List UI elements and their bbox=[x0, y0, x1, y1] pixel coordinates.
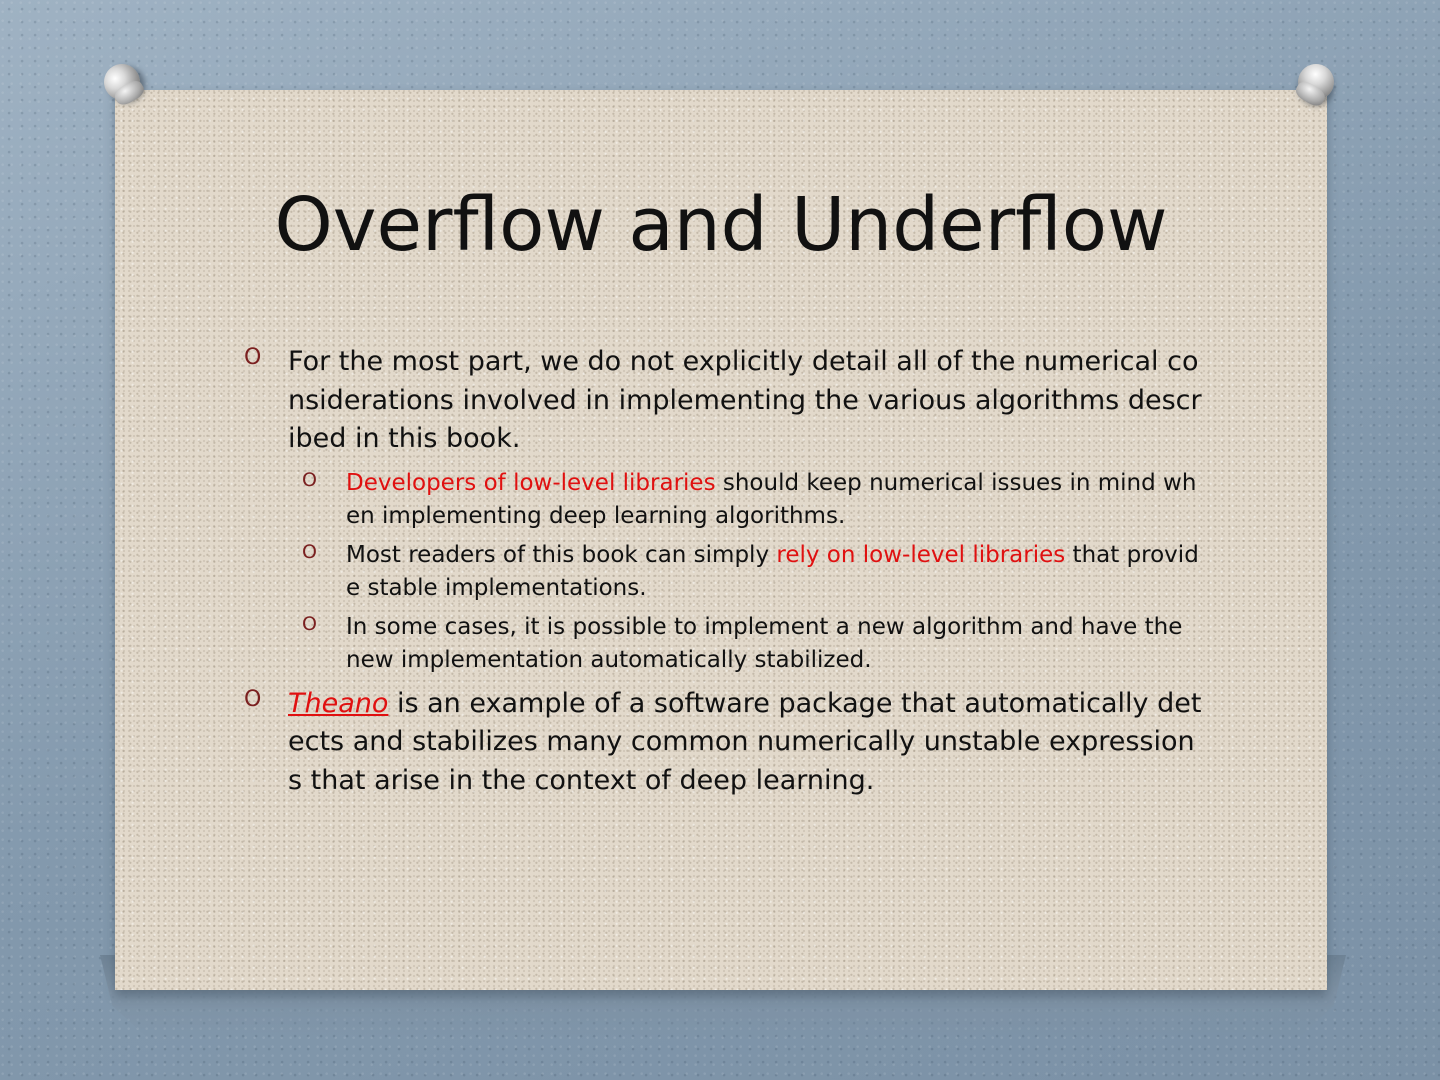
bullet-o-icon: O bbox=[244, 345, 262, 370]
bullet-o-icon: O bbox=[244, 686, 262, 712]
bullet-text: For the most part, we do not explicitly detail all of the numerical considerations involved in implementing the various algorithms described in this book. bbox=[288, 346, 1202, 454]
slide-content bbox=[244, 343, 1204, 800]
highlighted-phrase: Developers of low-level libraries bbox=[346, 469, 716, 496]
sub-bullet-item bbox=[302, 467, 1204, 533]
bullet-o-icon: O bbox=[302, 612, 317, 635]
bullet-o-icon: O bbox=[302, 540, 317, 563]
bullet-item bbox=[244, 685, 1204, 801]
sub-bullet-text: In some cases, it is possible to implement a new algorithm and have the new implementation automatically stabilized. bbox=[346, 613, 1183, 673]
bullet-item bbox=[244, 343, 1204, 459]
sub-bullet-text: Most readers of this book can simply rely on low-level libraries that provide stable implementations. bbox=[346, 541, 1199, 601]
bullet-o-icon: O bbox=[302, 468, 317, 491]
sub-bullet-item bbox=[302, 539, 1204, 605]
highlighted-phrase: rely on low-level libraries bbox=[776, 541, 1066, 568]
sub-bullet-item bbox=[302, 611, 1204, 677]
sub-bullet-text: Developers of low-level libraries should keep numerical issues in mind when implementing deep learning algorithms. bbox=[346, 469, 1197, 529]
bullet-text: Theano is an example of a software package that automatically detects and stabilizes many common numerically unstable expressions that arise in the context of deep learning. bbox=[288, 687, 1202, 796]
theano-link[interactable]: Theano bbox=[288, 687, 389, 719]
slide-title: Overflow and Underflow bbox=[274, 182, 1168, 268]
